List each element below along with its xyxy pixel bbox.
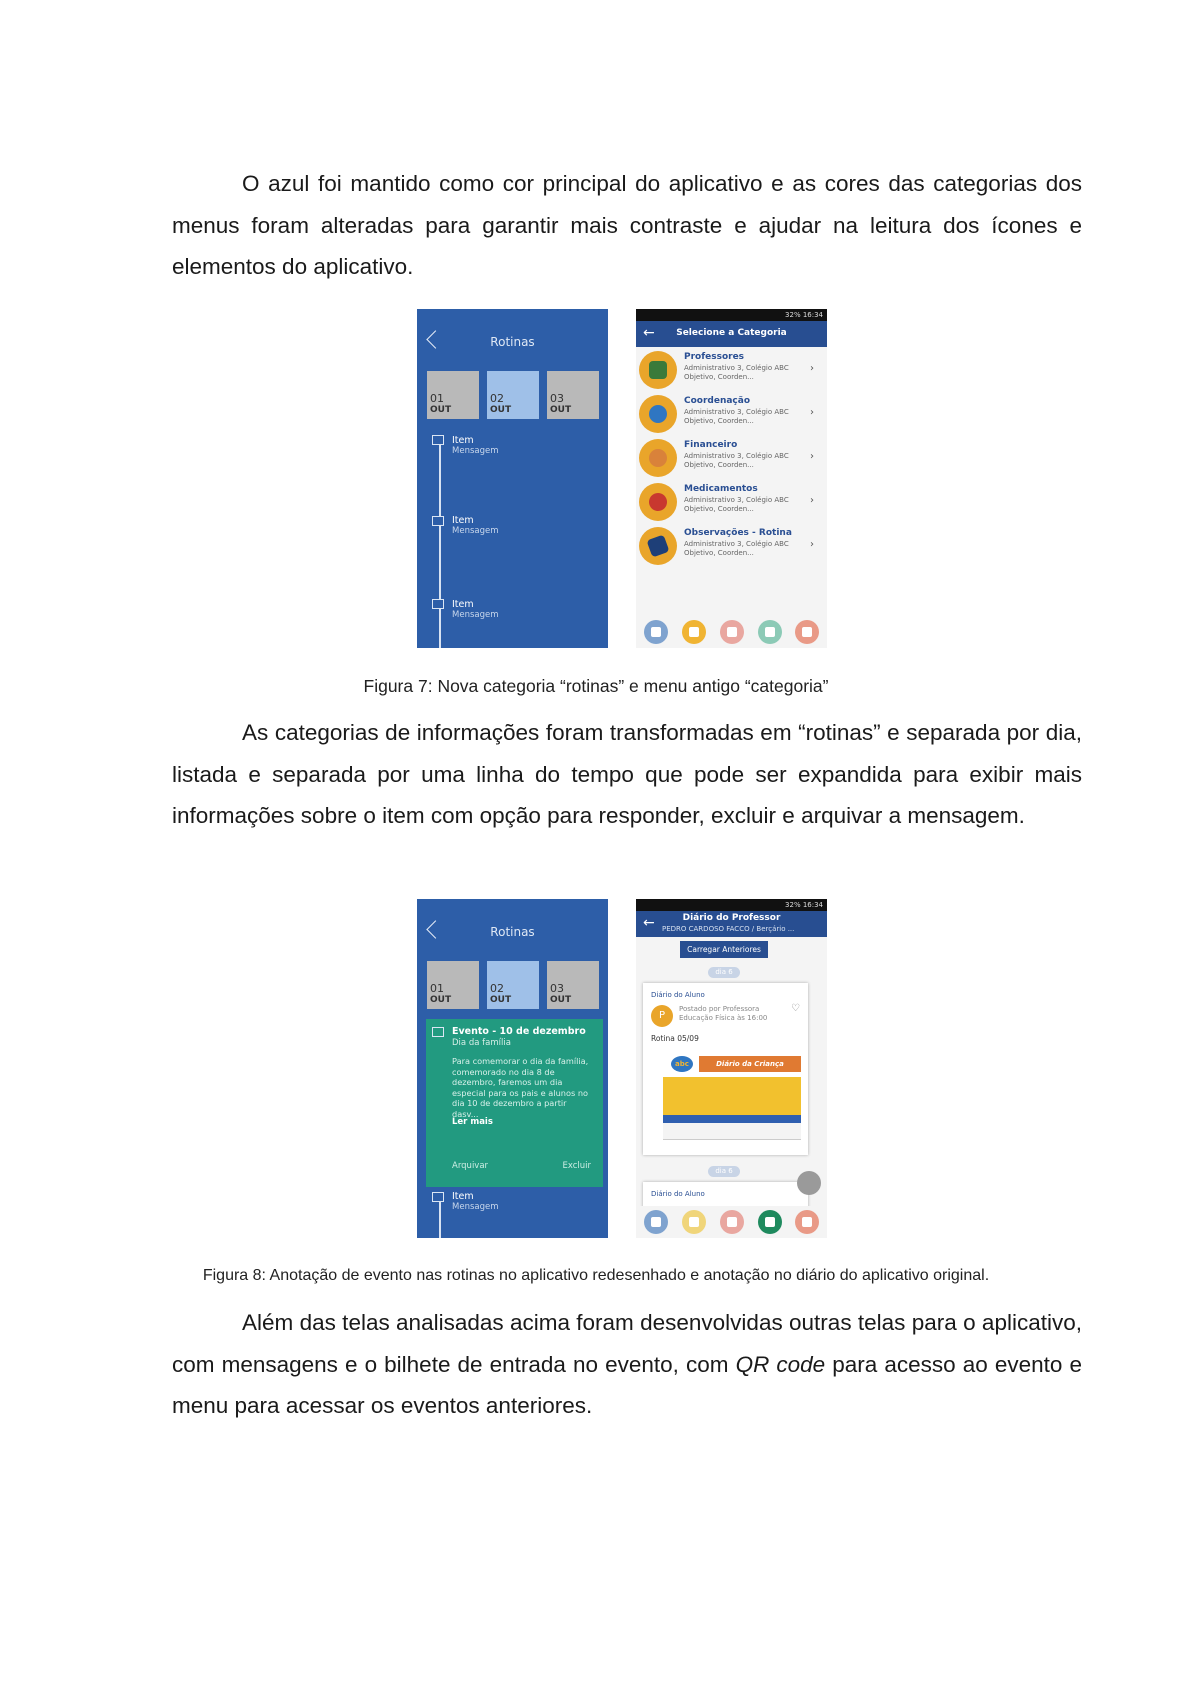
graduation-cap-icon[interactable]	[758, 620, 782, 644]
post-header: Diário do Aluno	[651, 991, 705, 999]
diary-table-row	[663, 1123, 801, 1140]
read-more-link[interactable]: Ler mais	[452, 1117, 493, 1127]
calendar-icon	[432, 599, 444, 609]
calendar-icon	[432, 1192, 444, 1202]
diary-banner: Diário da Criança	[699, 1056, 801, 1072]
notes-icon[interactable]	[682, 620, 706, 644]
item-sub: Mensagem	[452, 610, 499, 620]
chevron-right-icon: ›	[810, 495, 814, 506]
compass-icon	[649, 405, 667, 423]
item-label[interactable]: Item	[452, 515, 474, 526]
item-sub: Mensagem	[452, 526, 499, 536]
screen-subtitle: PEDRO CARDOSO FACCO / Berçário ...	[662, 925, 795, 933]
chevron-right-icon: ›	[810, 539, 814, 550]
timeline-line	[439, 1199, 441, 1238]
calendar-icon[interactable]	[720, 1210, 744, 1234]
day-tab-selected[interactable]: 02 OUT	[487, 371, 539, 419]
screen-title: Rotinas	[490, 335, 535, 349]
diary-post-card[interactable]	[643, 983, 808, 1155]
category-item-professores[interactable]: Professores Administrativo 3, Colégio ABC Objetivo, Coorden... ›	[636, 349, 827, 391]
paragraph-2: As categorias de informações foram transformadas em “rotinas” e separada por dia, listada e separada por uma linha do tempo que pode ser expandida para exibir mais informações sobre o item com opção para responder, excluir e arquivar a mensagem.	[172, 720, 1082, 828]
paragraph-3: Além das telas analisadas acima foram desenvolvidas outras telas para o aplicativo, com mensagens e o bilhete de entrada no evento, com QR code para acesso ao evento e menu para acessar os eventos anteriores.	[172, 1310, 1082, 1418]
day-pill: dia 6	[708, 1166, 740, 1177]
category-screen	[636, 309, 827, 648]
day-tab[interactable]: 01 OUT	[427, 961, 479, 1009]
category-item-financeiro[interactable]: Financeiro Administrativo 3, Colégio ABC Objetivo, Coorden... ›	[636, 437, 827, 479]
notebook-icon	[646, 534, 669, 557]
item-label[interactable]: Item	[452, 435, 474, 446]
event-subtitle: Dia da família	[452, 1038, 511, 1048]
item-label[interactable]: Item	[452, 1191, 474, 1202]
event-title: Evento - 10 de dezembro	[452, 1026, 586, 1037]
diary-table-image	[663, 1077, 801, 1115]
image-icon	[432, 516, 444, 526]
diary-table-header	[663, 1115, 801, 1123]
item-sub: Mensagem	[452, 446, 499, 456]
figure-8-caption: Figura 8: Anotação de evento nas rotinas no aplicativo redesenhado e anotação no diário do aplicativo original.	[202, 1267, 990, 1284]
paragraph-1: O azul foi mantido como cor principal do aplicativo e as cores das categorias dos menus foram alteradas para garantir mais contraste e ajudar na leitura dos ícones e elementos do aplicativo.	[172, 171, 1082, 279]
screen-title: Diário do Professor	[682, 913, 781, 923]
item-sub: Mensagem	[452, 1202, 499, 1212]
app-bar	[636, 911, 827, 937]
back-arrow-icon[interactable]: ←	[643, 915, 655, 931]
post-text: Rotina 05/09	[651, 1034, 699, 1043]
send-icon[interactable]	[644, 1210, 668, 1234]
timeline-line	[439, 437, 441, 648]
app-bar	[636, 321, 827, 347]
heart-icon[interactable]: ♡	[791, 1003, 800, 1014]
rotinas-screen	[417, 309, 608, 648]
school-logo: abc	[671, 1056, 693, 1072]
day-pill: dia 6	[708, 967, 740, 978]
day-tab[interactable]: 03 OUT	[547, 961, 599, 1009]
qr-code-term: QR code	[735, 1351, 826, 1377]
bus-icon[interactable]	[795, 620, 819, 644]
chevron-right-icon: ›	[810, 363, 814, 374]
owl-icon	[649, 361, 667, 379]
post-header: Diário do Aluno	[651, 1190, 705, 1198]
post-author: Postado por Professora Educação Física às 16:00	[679, 1005, 768, 1022]
screen-title: Selecione a Categoria	[676, 328, 787, 338]
status-bar: 32% 16:34	[636, 309, 827, 321]
diary-screen	[636, 899, 827, 1238]
archive-button[interactable]: Arquivar	[452, 1161, 489, 1171]
delete-button[interactable]: Excluir	[562, 1161, 591, 1171]
category-item-coordenacao[interactable]: Coordenação Administrativo 3, Colégio ABC Objetivo, Coorden... ›	[636, 393, 827, 435]
avatar: P	[651, 1005, 673, 1027]
status-bar: 32% 16:34	[636, 899, 827, 911]
bus-icon[interactable]	[795, 1210, 819, 1234]
chevron-right-icon: ›	[810, 407, 814, 418]
event-body: Para comemorar o dia da família, comemorado no dia 8 de dezembro, faremos um dia especial para os pais e alunos no dia 10 de dezembro a partir dasv...	[452, 1056, 589, 1119]
back-arrow-icon[interactable]: ←	[643, 325, 655, 341]
category-item-observacoes[interactable]: Observações - Rotina Administrativo 3, Colégio ABC Objetivo, Coorden... ›	[636, 525, 827, 567]
rotinas-event-screen	[417, 899, 608, 1238]
filter-icon[interactable]	[797, 1171, 821, 1195]
bottom-nav	[636, 1206, 827, 1238]
figure-7-caption: Figura 7: Nova categoria “rotinas” e menu antigo “categoria”	[363, 676, 829, 696]
load-previous-button[interactable]: Carregar Anteriores	[680, 941, 768, 958]
day-tab[interactable]: 03 OUT	[547, 371, 599, 419]
event-card[interactable]	[426, 1019, 603, 1187]
bottom-nav	[636, 616, 827, 648]
notes-icon[interactable]	[682, 1210, 706, 1234]
image-icon	[432, 1027, 444, 1037]
category-item-medicamentos[interactable]: Medicamentos Administrativo 3, Colégio ABC Objetivo, Coorden... ›	[636, 481, 827, 523]
item-label[interactable]: Item	[452, 599, 474, 610]
screen-title: Rotinas	[490, 925, 535, 939]
send-icon[interactable]	[644, 620, 668, 644]
day-tab-selected[interactable]: 02 OUT	[487, 961, 539, 1009]
piggy-bank-icon	[649, 449, 667, 467]
day-tab[interactable]: 01 OUT	[427, 371, 479, 419]
calendar-icon[interactable]	[720, 620, 744, 644]
chevron-right-icon: ›	[810, 451, 814, 462]
pill-icon	[645, 489, 670, 514]
graduation-cap-icon[interactable]	[758, 1210, 782, 1234]
speaker-icon	[432, 435, 444, 445]
